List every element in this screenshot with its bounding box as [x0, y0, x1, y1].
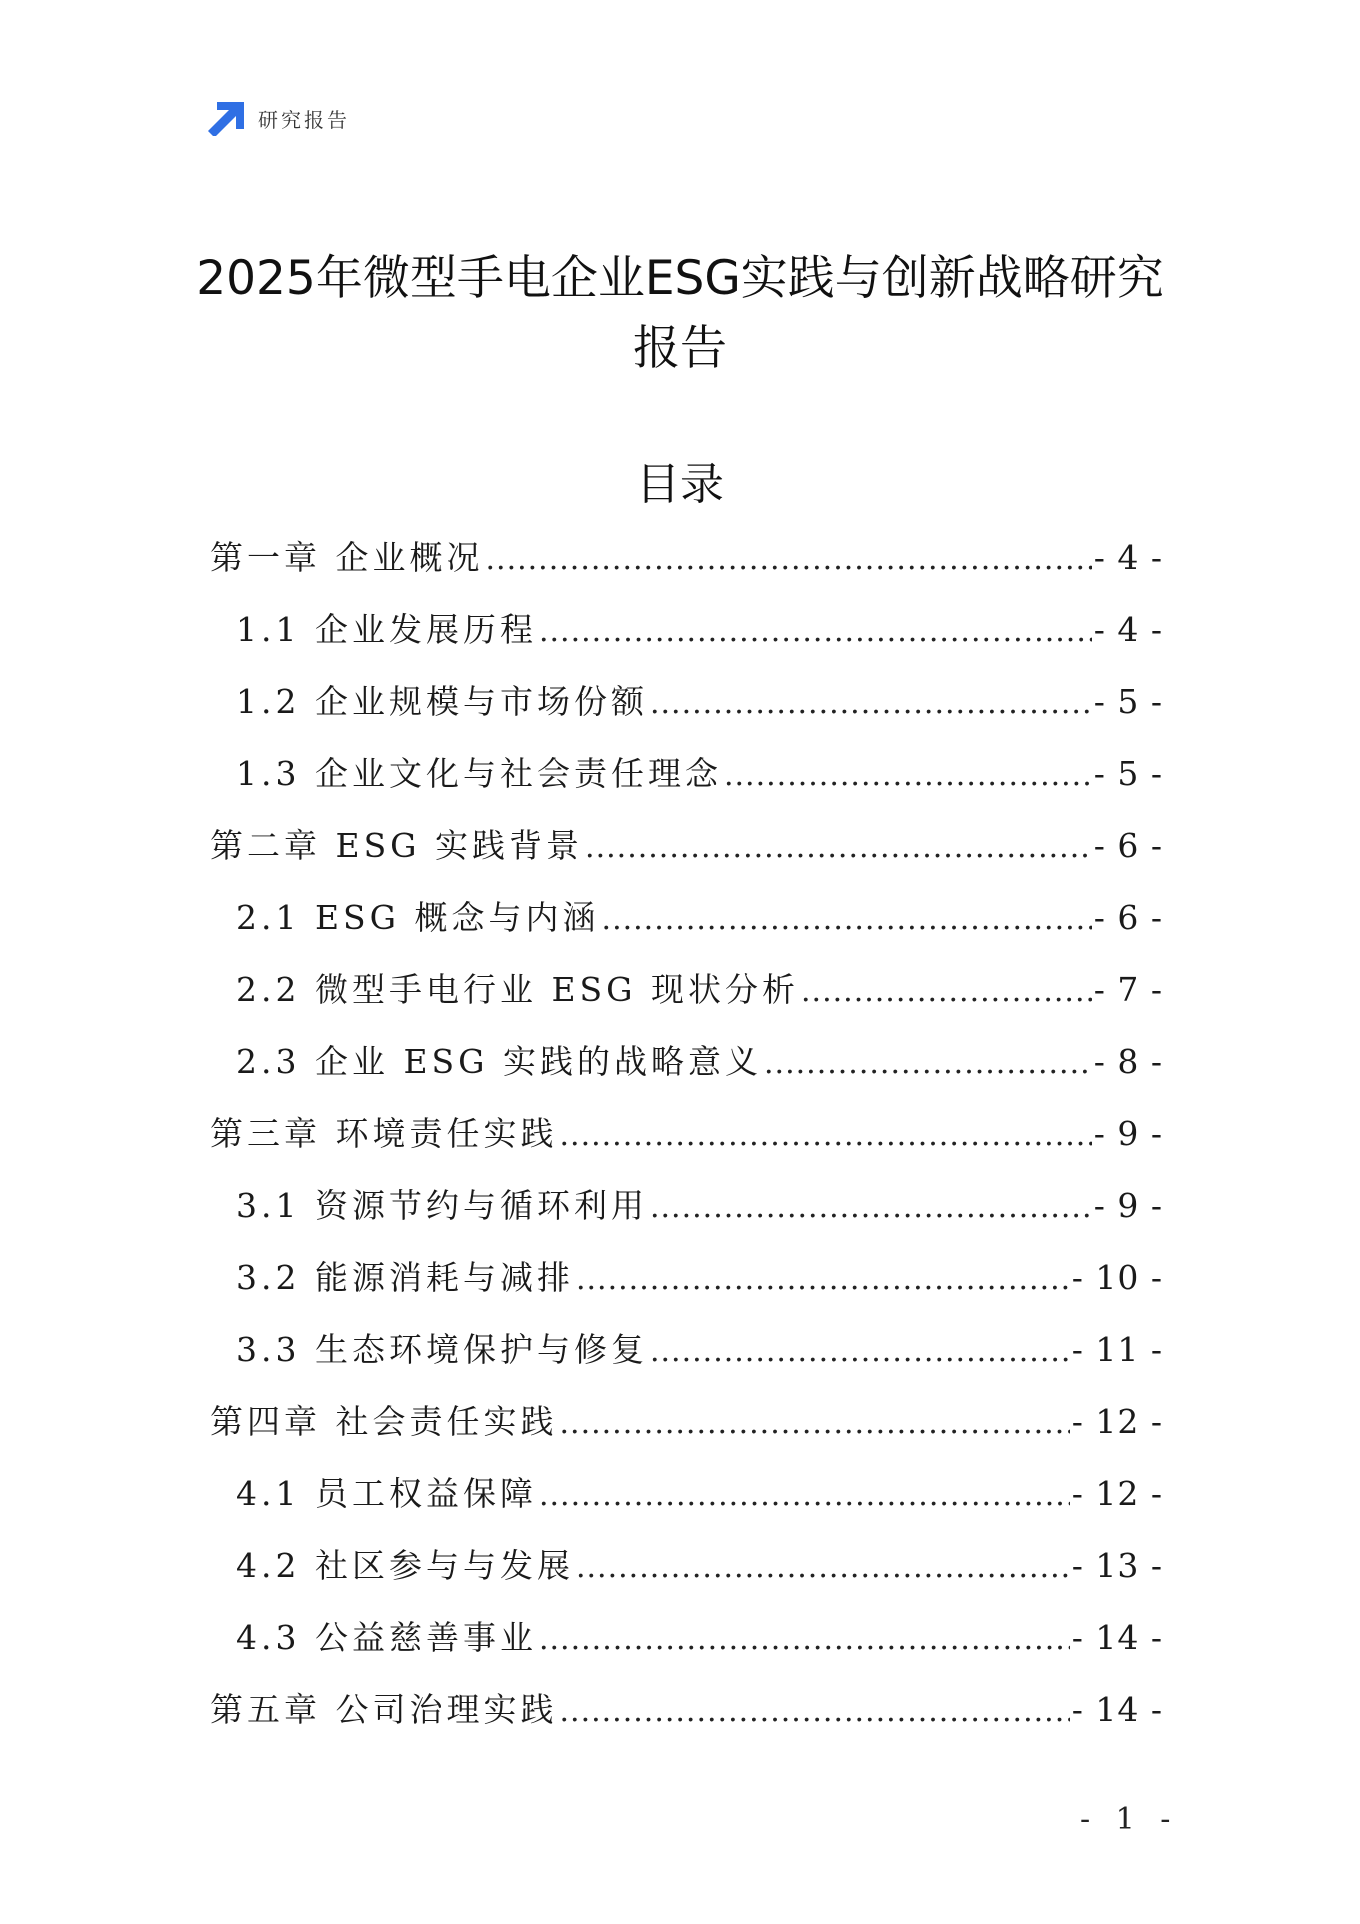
toc-entry-page: - 9 - [1093, 1186, 1163, 1225]
toc-dot-leader [560, 1100, 1092, 1170]
toc-entry-label: 4.2 社区参与与发展 [236, 1546, 574, 1585]
header-label: 研究报告 [258, 107, 350, 132]
toc-entry-label: 第一章 企业概况 [210, 538, 484, 577]
toc-entry-label: 1.3 企业文化与社会责任理念 [236, 754, 722, 793]
toc-dot-leader [560, 1388, 1070, 1458]
toc-section-entry[interactable] [210, 1458, 1163, 1530]
toc-dot-leader [724, 740, 1092, 810]
report-header [208, 98, 350, 138]
toc-section-entry[interactable] [210, 1170, 1163, 1242]
page-number: - 1 - [1080, 1802, 1179, 1837]
toc-dot-leader [801, 956, 1092, 1026]
toc-entry-page: - 5 - [1093, 754, 1163, 793]
toc-entry-page: - 6 - [1093, 826, 1163, 865]
toc-section-entry[interactable] [210, 1314, 1163, 1386]
toc-section-entry[interactable] [210, 666, 1163, 738]
toc-entry-label: 2.1 ESG 概念与内涵 [236, 898, 600, 937]
toc-chapter-entry[interactable] [210, 810, 1163, 882]
toc-dot-leader [539, 1460, 1070, 1530]
toc-section-entry[interactable] [210, 1602, 1163, 1674]
toc-entry-label: 1.1 企业发展历程 [236, 610, 537, 649]
toc-entry-page: - 12 - [1071, 1402, 1163, 1441]
toc-section-entry[interactable] [210, 738, 1163, 810]
toc-dot-leader [602, 884, 1092, 954]
toc-dot-leader [576, 1244, 1070, 1314]
toc-chapter-entry[interactable] [210, 522, 1163, 594]
toc-entry-label: 2.3 企业 ESG 实践的战略意义 [236, 1042, 763, 1081]
toc-section-entry[interactable] [210, 1026, 1163, 1098]
toc-entry-page: - 7 - [1093, 970, 1163, 1009]
toc-chapter-entry[interactable] [210, 1674, 1163, 1746]
toc-entry-page: - 6 - [1093, 898, 1163, 937]
toc-heading: 目录 [636, 459, 724, 510]
toc-entry-label: 第五章 公司治理实践 [210, 1690, 558, 1729]
arrow-up-right-icon [208, 100, 244, 136]
toc-section-entry[interactable] [210, 1530, 1163, 1602]
toc-entry-label: 2.2 微型手电行业 ESG 现状分析 [236, 970, 800, 1009]
table-of-contents [210, 522, 1163, 1746]
toc-section-entry[interactable] [210, 954, 1163, 1026]
toc-entry-page: - 4 - [1093, 610, 1163, 649]
toc-entry-label: 3.1 资源节约与循环利用 [236, 1186, 648, 1225]
toc-dot-leader [650, 1316, 1070, 1386]
toc-entry-label: 4.3 公益慈善事业 [236, 1618, 537, 1657]
toc-dot-leader [486, 524, 1092, 594]
toc-entry-page: - 10 - [1071, 1258, 1163, 1297]
toc-entry-page: - 14 - [1071, 1690, 1163, 1729]
toc-dot-leader [650, 668, 1092, 738]
toc-dot-leader [539, 1604, 1070, 1674]
toc-entry-page: - 4 - [1093, 538, 1163, 577]
toc-entry-label: 第二章 ESG 实践背景 [210, 826, 584, 865]
toc-entry-page: - 11 - [1071, 1330, 1163, 1369]
toc-entry-page: - 8 - [1093, 1042, 1163, 1081]
toc-entry-page: - 14 - [1071, 1618, 1163, 1657]
document-title: 2025年微型手电企业ESG实践与创新战略研究报告 [196, 251, 1164, 376]
toc-chapter-entry[interactable] [210, 1098, 1163, 1170]
toc-entry-page: - 13 - [1071, 1546, 1163, 1585]
toc-entry-page: - 9 - [1093, 1114, 1163, 1153]
toc-dot-leader [560, 1676, 1070, 1746]
toc-dot-leader [650, 1172, 1092, 1242]
toc-chapter-entry[interactable] [210, 1386, 1163, 1458]
toc-entry-label: 第四章 社会责任实践 [210, 1402, 558, 1441]
toc-entry-label: 第三章 环境责任实践 [210, 1114, 558, 1153]
toc-dot-leader [585, 812, 1092, 882]
toc-dot-leader [539, 596, 1092, 666]
toc-dot-leader [576, 1532, 1070, 1602]
toc-entry-label: 4.1 员工权益保障 [236, 1474, 537, 1513]
toc-entry-label: 3.2 能源消耗与减排 [236, 1258, 574, 1297]
toc-section-entry[interactable] [210, 594, 1163, 666]
toc-entry-label: 3.3 生态环境保护与修复 [236, 1330, 648, 1369]
toc-entry-label: 1.2 企业规模与市场份额 [236, 682, 648, 721]
toc-dot-leader [764, 1028, 1092, 1098]
toc-section-entry[interactable] [210, 882, 1163, 954]
toc-section-entry[interactable] [210, 1242, 1163, 1314]
toc-entry-page: - 5 - [1093, 682, 1163, 721]
toc-entry-page: - 12 - [1071, 1474, 1163, 1513]
